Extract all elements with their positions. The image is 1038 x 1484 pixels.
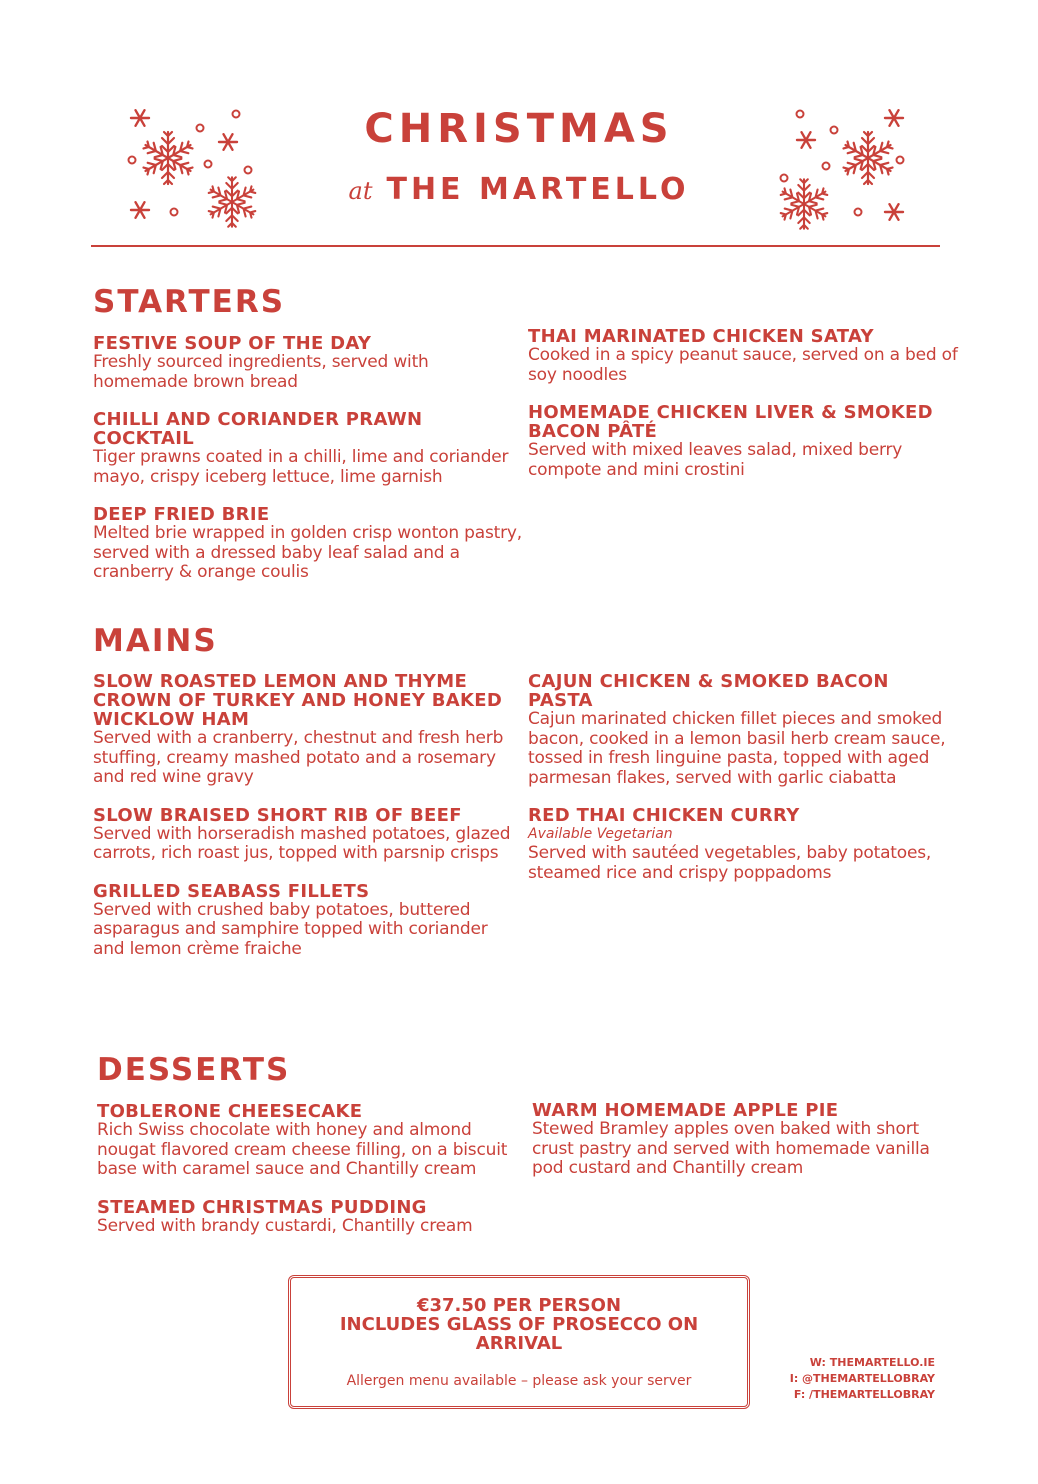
item-description: Rich Swiss chocolate with honey and almond nougat flavored cream cheese filling, on a biscuit base with caramel sauce and Chantilly cream [97, 1120, 508, 1179]
contact-info [790, 1355, 935, 1403]
item-description: Cajun marinated chicken fillet pieces and smoked bacon, cooked in a lemon basil herb cream sauce, tossed in fresh linguine pasta, topped with aged parmesan flakes, served with garlic ciabatta [528, 709, 946, 788]
item-description: Melted brie wrapped in golden crisp wonton pastry, served with a dressed baby leaf salad and a cranberry & orange coulis [93, 523, 522, 582]
item-name: GRILLED SEABASS FILLETS [93, 880, 370, 902]
item-description: Served with a cranberry, chestnut and fresh herb stuffing, creamy mashed potato and a rosemary and red wine gravy [93, 728, 504, 787]
item-description: Stewed Bramley apples oven baked with short crust pastry and served with homemade vanilla pod custard and Chantilly cream [532, 1119, 930, 1178]
desserts-heading: DESSERTS [97, 1052, 291, 1088]
item-description: Served with crushed baby potatoes, buttered asparagus and samphire topped with coriander and lemon crème fraiche [93, 899, 488, 959]
item-description: Served with sautéed vegetables, baby potatoes, steamed rice and crispy poppadoms [528, 843, 932, 883]
item-note: Available Vegetarian [528, 826, 673, 842]
item-name: CHILLI AND CORIANDER PRAWN COCKTAIL [93, 409, 423, 449]
item-description: Served with brandy custardi, Chantilly cream [97, 1215, 473, 1236]
desserts-right-column [532, 1101, 962, 1197]
menu-item [528, 403, 958, 480]
allergen-note: Allergen menu available – please ask your server [346, 1373, 692, 1389]
desserts-left-column [97, 1102, 527, 1254]
menu-item [528, 806, 958, 883]
facebook-handle[interactable]: F: /THEMARTELLOBRAY [793, 1388, 935, 1401]
starters-heading: STARTERS [93, 284, 286, 320]
item-name: SLOW BRAISED SHORT RIB OF BEEF [93, 804, 462, 826]
menu-item [528, 327, 958, 385]
item-name: TOBLERONE CHEESECAKE [97, 1101, 363, 1122]
header-divider [91, 245, 940, 247]
item-name: RED THAI CHICKEN CURRY [528, 805, 800, 826]
mains-right-column [528, 672, 958, 901]
menu-item [93, 882, 523, 960]
starters-left-column [93, 334, 523, 601]
menu-item [93, 334, 523, 392]
menu-item [93, 410, 523, 487]
item-description: Freshly sourced ingredients, served with homemade brown bread [93, 352, 429, 392]
mains-heading: MAINS [93, 623, 218, 659]
item-description: Served with mixed leaves salad, mixed berry compote and mini crostini [528, 440, 903, 480]
item-name: CAJUN CHICKEN & SMOKED BACON PASTA [528, 671, 889, 711]
item-name: FESTIVE SOUP OF THE DAY [93, 333, 372, 354]
item-name: DEEP FRIED BRIE [93, 504, 270, 525]
menu-item [93, 505, 523, 583]
item-name: THAI MARINATED CHICKEN SATAY [528, 326, 874, 347]
subtitle-venue: THE MARTELLO [386, 172, 690, 207]
menu-item [532, 1101, 962, 1179]
starters-right-column [528, 327, 958, 498]
item-description: Tiger prawns coated in a chilli, lime and coriander mayo, crispy iceberg lettuce, lime garnish [93, 447, 509, 487]
instagram-handle[interactable]: I: @THEMARTELLOBRAY [789, 1372, 935, 1385]
menu-item [93, 672, 523, 788]
price-box [288, 1275, 750, 1409]
price-per-person: €37.50 PER PERSON [416, 1295, 622, 1316]
menu-item [528, 672, 958, 788]
subtitle-at: at [348, 177, 373, 205]
page-subtitle [0, 172, 1038, 207]
menu-item [93, 806, 523, 864]
page-title: CHRISTMAS [364, 106, 674, 152]
menu-item [97, 1102, 527, 1180]
price-includes: INCLUDES GLASS OF PROSECCO ON ARRIVAL [339, 1314, 699, 1354]
menu-item [97, 1198, 527, 1237]
item-name: HOMEMADE CHICKEN LIVER & SMOKED BACON PÂTÉ [528, 402, 933, 442]
item-description: Cooked in a spicy peanut sauce, served on a bed of soy noodles [528, 345, 958, 385]
website-link[interactable]: W: THEMARTELLO.IE [809, 1356, 935, 1369]
item-name: STEAMED CHRISTMAS PUDDING [97, 1196, 427, 1218]
mains-left-column [93, 672, 523, 977]
item-name: SLOW ROASTED LEMON AND THYME CROWN OF TURKEY AND HONEY BAKED WICKLOW HAM [93, 671, 503, 730]
item-description: Served with horseradish mashed potatoes, glazed carrots, rich roast jus, topped with parsnip crisps [93, 823, 511, 863]
item-name: WARM HOMEMADE APPLE PIE [532, 1100, 839, 1121]
